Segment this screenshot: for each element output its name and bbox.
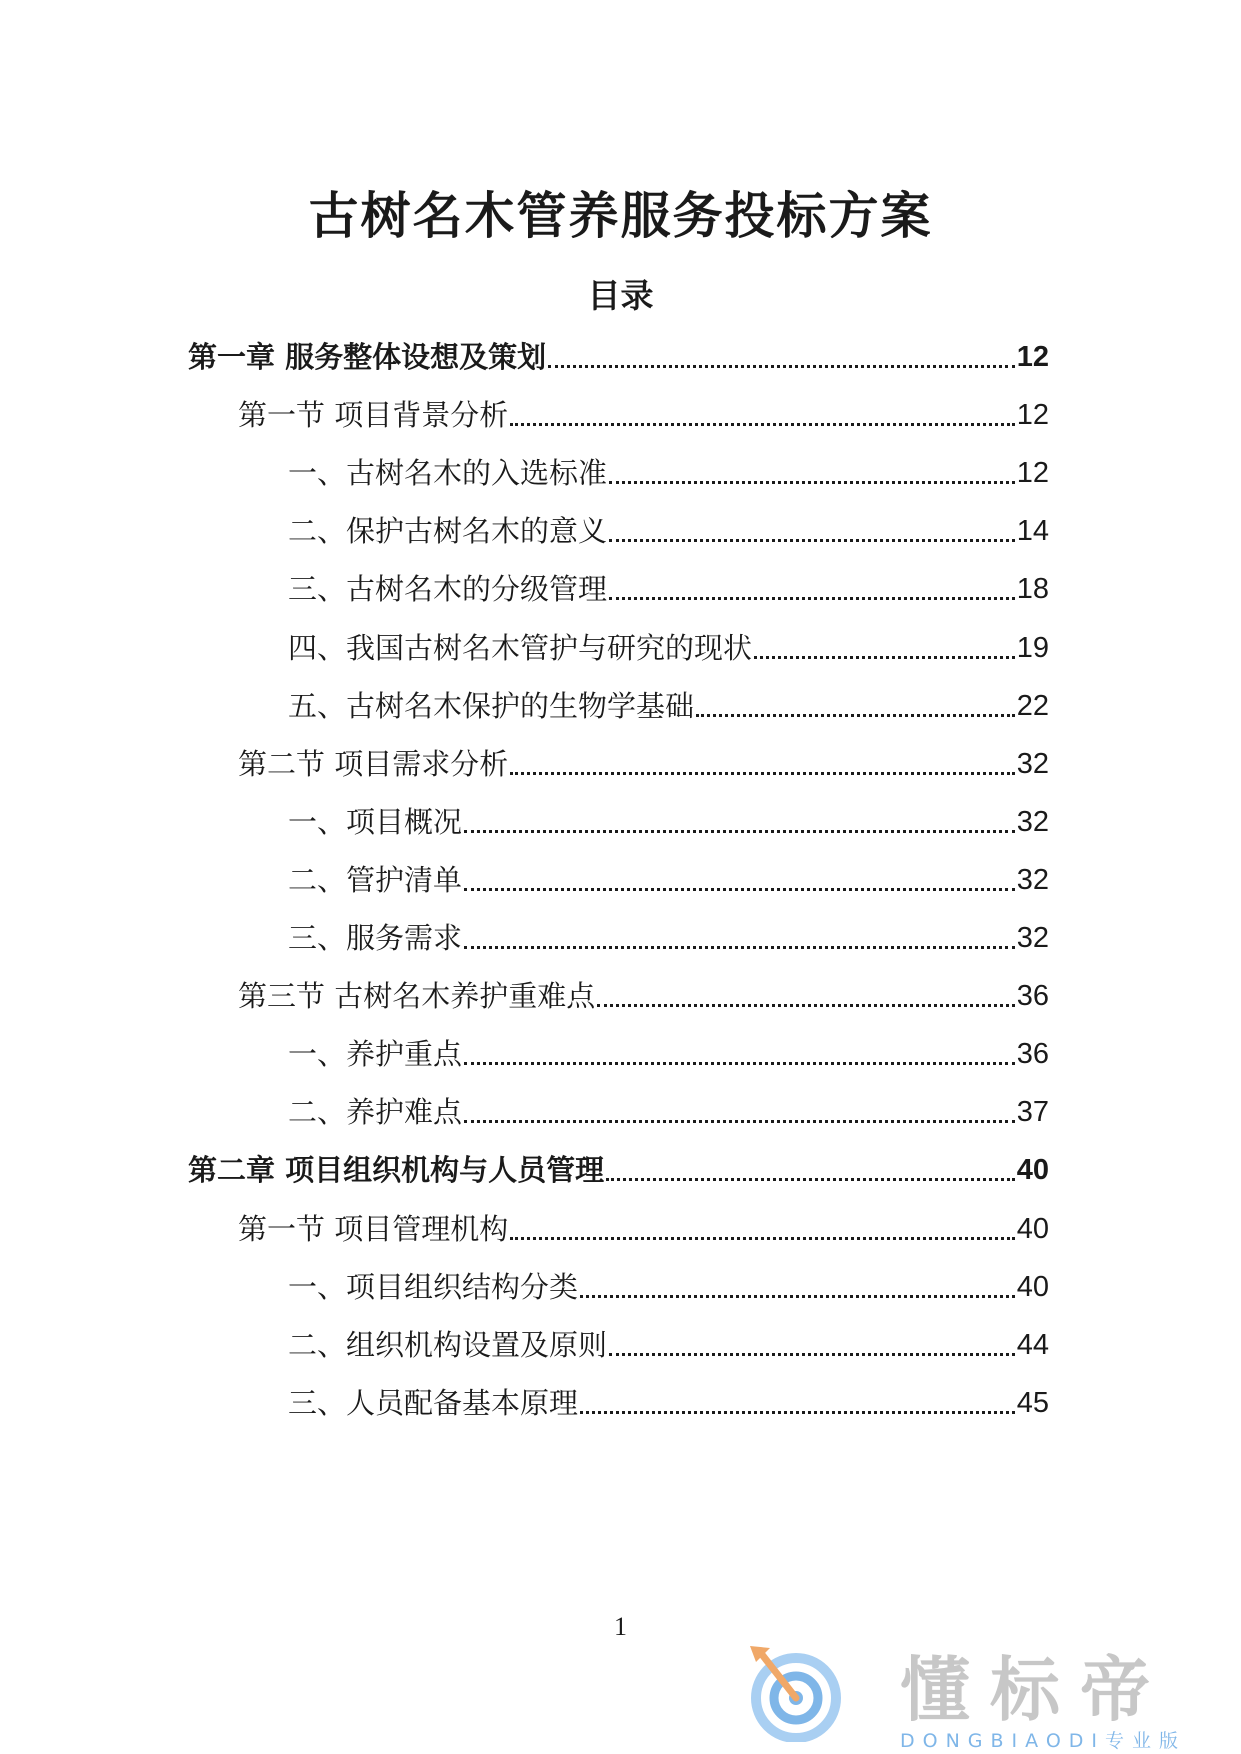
toc-entry-title: 第一章 服务整体设想及策划 xyxy=(188,340,547,374)
toc-dot-leader xyxy=(580,1294,1015,1298)
watermark xyxy=(740,1630,1220,1752)
toc-dot-leader xyxy=(464,1119,1015,1123)
toc-entry[interactable] xyxy=(288,618,1049,668)
toc-dot-leader xyxy=(754,655,1015,659)
toc-entry-page: 32 xyxy=(1016,805,1049,838)
toc-entry-page: 14 xyxy=(1016,515,1049,548)
toc-dot-leader xyxy=(464,1061,1015,1065)
toc-entry-title: 第二章 项目组织机构与人员管理 xyxy=(188,1153,605,1188)
target-arrow-icon xyxy=(740,1642,852,1742)
toc-entry-title: 五、古树名木保护的生物学基础 xyxy=(288,688,695,723)
toc-entry-page: 12 xyxy=(1016,399,1049,432)
toc-entry-title: 三、服务需求 xyxy=(288,921,463,955)
toc-entry[interactable] xyxy=(288,676,1049,726)
toc-dot-leader xyxy=(464,887,1015,891)
toc-dot-leader xyxy=(609,1352,1015,1356)
toc-entry-title: 第一节 项目背景分析 xyxy=(238,398,509,433)
toc-entry[interactable] xyxy=(238,385,1049,435)
toc-entry[interactable] xyxy=(238,966,1049,1016)
toc-heading: 目录 xyxy=(587,276,654,315)
toc-entry[interactable] xyxy=(288,443,1049,493)
toc-dot-leader xyxy=(696,713,1015,717)
toc-entry-page: 12 xyxy=(1016,341,1049,373)
toc-dot-leader xyxy=(597,1003,1015,1007)
toc-entry-title: 一、养护重点 xyxy=(288,1037,463,1072)
toc-dot-leader xyxy=(609,480,1015,484)
toc-entry-page: 37 xyxy=(1016,1096,1049,1129)
toc-entry-title: 二、保护古树名木的意义 xyxy=(288,514,608,549)
toc-dot-leader xyxy=(548,364,1015,368)
toc-dot-leader xyxy=(609,596,1015,600)
toc-entry-title: 一、项目概况 xyxy=(288,804,463,839)
toc-entry-title: 第三节 古树名木养护重难点 xyxy=(238,979,596,1014)
toc-entry-title: 二、管护清单 xyxy=(288,862,463,897)
toc-entry[interactable] xyxy=(238,1199,1049,1249)
document-title: 古树名木管养服务投标方案 xyxy=(308,187,933,245)
watermark-brand: 懂标帝 xyxy=(900,1649,1170,1731)
toc-entry[interactable] xyxy=(288,1315,1049,1365)
toc-entry-title: 四、我国古树名木管护与研究的现状 xyxy=(288,630,753,665)
toc-entry-title: 二、组织机构设置及原则 xyxy=(288,1327,608,1362)
toc-entry-page: 45 xyxy=(1016,1386,1049,1419)
toc-entry-title: 一、项目组织结构分类 xyxy=(288,1269,579,1304)
toc-entry[interactable] xyxy=(288,1257,1049,1307)
toc-entry-page: 12 xyxy=(1016,457,1049,490)
toc-entry-page: 40 xyxy=(1016,1270,1049,1303)
toc-entry[interactable] xyxy=(288,850,1049,900)
toc-dot-leader xyxy=(609,538,1015,542)
toc-entry-title: 一、古树名木的入选标准 xyxy=(288,456,608,491)
watermark-subtitle: DONGBIAODI专业版 xyxy=(900,1730,1187,1752)
toc-entry[interactable] xyxy=(238,734,1049,784)
toc-entry-page: 19 xyxy=(1016,631,1049,664)
toc-dot-leader xyxy=(510,422,1015,426)
toc-dot-leader xyxy=(464,829,1015,833)
toc-entry-page: 32 xyxy=(1016,922,1049,954)
toc-entry-page: 32 xyxy=(1016,863,1049,896)
toc-entry-title: 三、古树名木的分级管理 xyxy=(288,572,608,607)
toc-dot-leader xyxy=(510,1236,1015,1240)
toc-entry-page: 40 xyxy=(1016,1154,1049,1187)
toc-entry-page: 40 xyxy=(1016,1212,1049,1245)
toc-entry[interactable] xyxy=(288,792,1049,842)
toc-dot-leader xyxy=(606,1177,1015,1181)
toc-entry-page: 18 xyxy=(1016,573,1049,606)
toc-entry-title: 第二节 项目需求分析 xyxy=(238,746,509,781)
page-number: 1 xyxy=(614,1612,627,1641)
toc-entry-page: 22 xyxy=(1016,689,1049,722)
toc-entry[interactable] xyxy=(288,908,1049,958)
toc-entry[interactable] xyxy=(288,501,1049,551)
toc-entry-title: 三、人员配备基本原理 xyxy=(288,1385,579,1420)
toc-dot-leader xyxy=(510,771,1015,775)
toc-entry-title: 第一节 项目管理机构 xyxy=(238,1211,509,1246)
toc-entry-title: 二、养护难点 xyxy=(288,1095,463,1130)
toc-entry[interactable] xyxy=(288,1373,1049,1423)
toc-entry-page: 44 xyxy=(1016,1328,1049,1361)
toc-dot-leader xyxy=(464,945,1015,949)
toc-entry-page: 36 xyxy=(1016,1038,1049,1071)
toc-dot-leader xyxy=(580,1410,1015,1414)
toc-entry[interactable] xyxy=(188,1140,1049,1190)
toc-entry[interactable] xyxy=(288,1082,1049,1132)
toc-entry[interactable] xyxy=(288,559,1049,609)
toc-entry[interactable] xyxy=(288,1024,1049,1074)
toc-entry-page: 36 xyxy=(1016,980,1049,1013)
toc-entry[interactable] xyxy=(188,327,1049,377)
toc-entry-page: 32 xyxy=(1016,747,1049,780)
